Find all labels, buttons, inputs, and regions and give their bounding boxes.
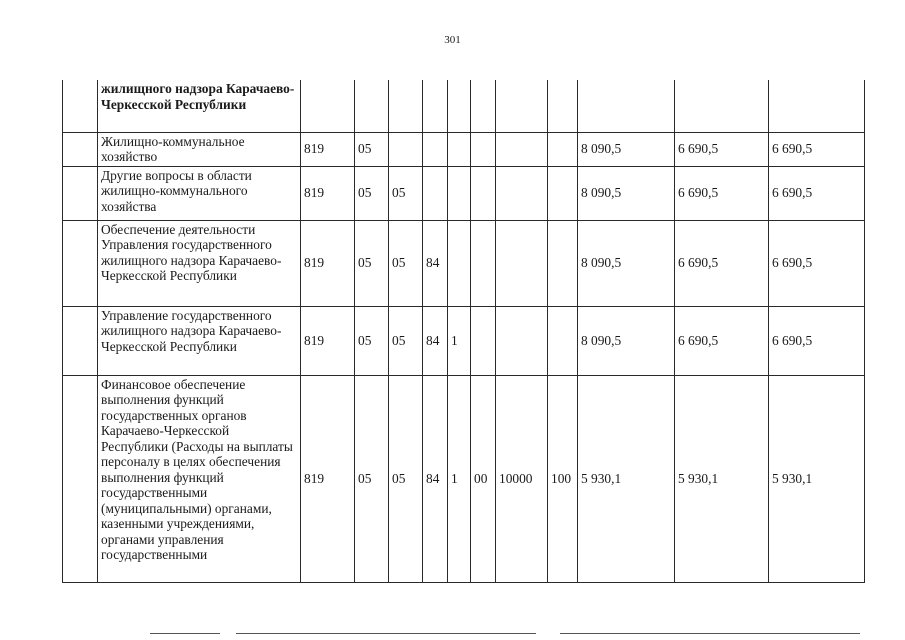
cell-sum-3: 6 690,5 <box>769 220 865 306</box>
table-row <box>63 166 865 220</box>
table-row <box>63 132 865 166</box>
table-row <box>63 375 865 582</box>
cell-subprogram <box>448 132 471 166</box>
cell-program: 84 <box>423 306 448 375</box>
cell-program <box>423 132 448 166</box>
cell-ved: 819 <box>301 375 355 582</box>
cell-rz: 05 <box>355 306 389 375</box>
cell-sum-3: 5 930,1 <box>769 375 865 582</box>
cell-pr <box>389 80 423 132</box>
cell-ved: 819 <box>301 132 355 166</box>
cell-program: 84 <box>423 220 448 306</box>
row-name: Обеспечение деятельности Управления государственного жилищного надзора Карачаево-Черкесской Республики <box>98 220 301 306</box>
cell-vr <box>548 220 578 306</box>
table-row <box>63 306 865 375</box>
cell-direction: 10000 <box>496 375 548 582</box>
cell-pr: 05 <box>389 375 423 582</box>
cell-sum-2 <box>675 80 769 132</box>
cell-activity: 00 <box>471 375 496 582</box>
cell-direction <box>496 306 548 375</box>
table-row <box>63 80 865 132</box>
cell-program <box>423 166 448 220</box>
cell-sum-1 <box>578 80 675 132</box>
cell-vr <box>548 306 578 375</box>
cell-direction <box>496 80 548 132</box>
cell-rz: 05 <box>355 220 389 306</box>
cell-program <box>423 80 448 132</box>
row-name: Финансовое обеспечение выполнения функций государственных органов Карачаево-Черкесской Республики (Расходы на выплаты персоналу в целях обеспечения выполнения функций государственными (муниципальными) органами, казенными учреждениями, органами управления государственными <box>98 375 301 582</box>
cell-activity <box>471 80 496 132</box>
scan-line <box>236 633 536 634</box>
cell-vr <box>548 166 578 220</box>
cell-activity <box>471 166 496 220</box>
cell-sum-2: 6 690,5 <box>675 220 769 306</box>
cell-sum-3 <box>769 80 865 132</box>
cell-ved: 819 <box>301 306 355 375</box>
cell-sum-1: 8 090,5 <box>578 220 675 306</box>
cell-rz: 05 <box>355 132 389 166</box>
scan-line <box>150 633 220 634</box>
row-name: Управление государственного жилищного надзора Карачаево-Черкесской Республики <box>98 306 301 375</box>
cell-direction <box>496 132 548 166</box>
cell-vr: 100 <box>548 375 578 582</box>
row-name: Жилищно-коммунальное хозяйство <box>98 132 301 166</box>
cell-vr <box>548 80 578 132</box>
cell-direction <box>496 166 548 220</box>
cell-subprogram: 1 <box>448 375 471 582</box>
cell-subprogram <box>448 220 471 306</box>
cell-sum-2: 6 690,5 <box>675 306 769 375</box>
cell-ved: 819 <box>301 166 355 220</box>
cell-subprogram: 1 <box>448 306 471 375</box>
cell-pr: 05 <box>389 166 423 220</box>
cell-sum-2: 6 690,5 <box>675 166 769 220</box>
cell-rz <box>355 80 389 132</box>
cell-subprogram <box>448 166 471 220</box>
scan-line <box>560 633 860 634</box>
cell-sum-1: 8 090,5 <box>578 132 675 166</box>
cell-sum-1: 8 090,5 <box>578 306 675 375</box>
cell-ved <box>301 80 355 132</box>
table-row <box>63 220 865 306</box>
cell-pr <box>389 132 423 166</box>
cell-pr: 05 <box>389 306 423 375</box>
cell-sum-3: 6 690,5 <box>769 132 865 166</box>
cell-activity <box>471 132 496 166</box>
cell-vr <box>548 132 578 166</box>
row-name: жилищного надзора Карачаево-Черкесской Республики <box>98 80 301 132</box>
cell-activity <box>471 306 496 375</box>
cell-rz: 05 <box>355 166 389 220</box>
cell-sum-2: 6 690,5 <box>675 132 769 166</box>
cell-program: 84 <box>423 375 448 582</box>
cell-direction <box>496 220 548 306</box>
row-name: Другие вопросы в области жилищно-коммунального хозяйства <box>98 166 301 220</box>
budget-table <box>62 80 865 583</box>
cell-sum-1: 8 090,5 <box>578 166 675 220</box>
page-number: 301 <box>444 34 461 46</box>
cell-sum-2: 5 930,1 <box>675 375 769 582</box>
cell-pr: 05 <box>389 220 423 306</box>
cell-sum-3: 6 690,5 <box>769 306 865 375</box>
cell-activity <box>471 220 496 306</box>
cell-ved: 819 <box>301 220 355 306</box>
cell-sum-3: 6 690,5 <box>769 166 865 220</box>
cell-sum-1: 5 930,1 <box>578 375 675 582</box>
cell-rz: 05 <box>355 375 389 582</box>
cell-subprogram <box>448 80 471 132</box>
